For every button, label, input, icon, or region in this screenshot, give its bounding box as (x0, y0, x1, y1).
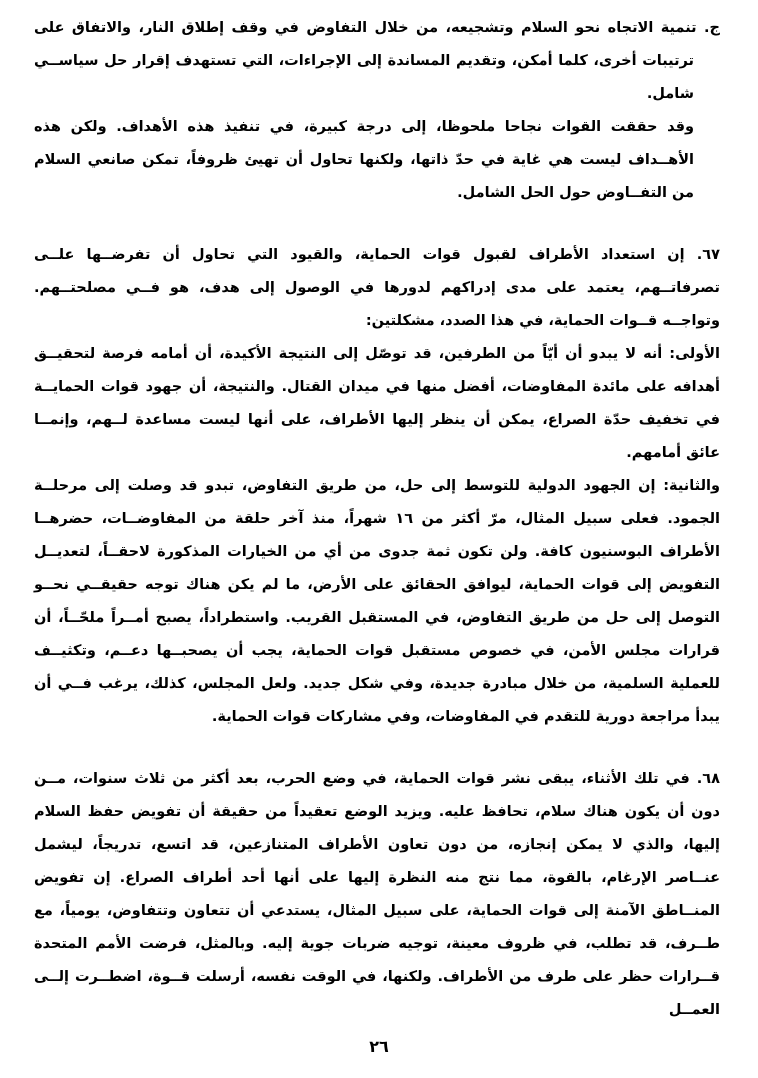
sub-paragraph-first-text: الأولى: أنه لا يبدو أن أيّاً من الطرفين، قد توصّل إلى النتيجة الأكيدة، أن أمامه فرصة لتحقيــق أهدافه على مائدة المفاوضات، أفضل منها في ميدان القتال. والنتيجة، أن جهود قوات الحمايــة في تخفيف حدّة الصراع، يمكن أن ينظر إليها الأطراف، على أنها ليست مساعدة لــهم، وإنمــا عائق أمامهم. (34, 346, 720, 461)
list-item-jeem (34, 12, 720, 111)
numbered-paragraph-68-text: في تلك الأثناء، يبقى نشر قوات الحماية، في وضع الحرب، بعد أكثر من ثلاث سنوات، مــن دون أن يكون هناك سلام، تحافظ عليه. ويزيد الوضع تعقيداً من حقيقة أن تفويض حفظ السلام إليها، والذي لا يمكن إنجازه، من دون تعاون الأطراف المتنازعين، قد اتسع، تدريجاً، ليشمل عنــاصر الإرغام، بالقوة، مما نتج منه النظرة إليها على أنها أحد أطراف الصراع. إن تفويض المنــاطق الآمنة إلى قوات الحماية، على سبيل المثال، يستدعي أن تتعاون وتتفاوض، يومياً، مع طــرف، قد تطلب، في ظروف معينة، توجيه ضربات جوية إليه. وبالمثل، فرضت الأمم المتحدة قــرارات حظر على طرف من الأطراف. ولكنها، في الوقت نفسه، أرسلت قــوة، اضطــرت إلــى العمــل (34, 771, 720, 1018)
numbered-paragraph-68-marker: ٦٨. (696, 771, 720, 787)
commentary-paragraph (34, 111, 694, 210)
sub-paragraph-first (34, 338, 720, 470)
numbered-paragraph-67 (34, 239, 720, 338)
list-item-jeem-marker: ج. (704, 20, 720, 36)
numbered-paragraph-67-marker: ٦٧. (696, 247, 720, 263)
sub-paragraph-second (34, 470, 720, 734)
page-text-block (34, 12, 720, 1027)
list-item-jeem-text: تنمية الاتجاه نحو السلام وتشجيعه، من خلال التفاوض في وقف إطلاق النار، والاتفاق على ترتيبات أخرى، كلما أمكن، وتقديم المساندة إلى الإجراءات، التي تستهدف إقرار حل سياســي شامل. (34, 20, 697, 102)
numbered-paragraph-68 (34, 763, 720, 1027)
commentary-paragraph-text: وقد حققت القوات نجاحا ملحوظا، إلى درجة كبيرة، في تنفيذ هذه الأهداف. ولكن هذه الأهــداف ليست هي غاية في حدّ ذاتها، ولكنها تحاول أن تهيئ ظروفاً، تمكن صانعي السلام من التفــاوض حول الحل الشامل. (34, 119, 694, 201)
sub-paragraph-second-text: والثانية: إن الجهود الدولية للتوسط إلى حل، من طريق التفاوض، تبدو قد وصلت إلى مرحلــة الجمود. فعلى سبيل المثال، مرّ أكثر من ١٦ شهراً، منذ آخر حلقة من المفاوضــات، حضرهــا الأطراف البوسنيون كافة. ولن تكون ثمة جدوى من أي من الخيارات المذكورة لاحقــاً، لتعديــل التفويض إلى قوات الحماية، ليوافق الحقائق على الأرض، ما لم يكن هناك توجه حقيقــي نحــو التوصل إلى حل من طريق التفاوض، في المستقبل القريب. واستطراداً، يصبح أمــراً ملحّــاً، أن قرارات مجلس الأمن، في خصوص مستقبل قوات الحماية، يجب أن يصحبــها دعــم، وتكثيــف للعملية السلمية، من خلال مبادرة جديدة، وفي شكل جديد. ولعل المجلس، كذلك، يرغب فــي أن يبدأ مراجعة دورية للتقدم في المفاوضات، وفي مشاركات قوات الحماية. (34, 478, 720, 725)
page-number: ٢٦ (369, 1037, 389, 1056)
numbered-paragraph-67-text: إن استعداد الأطراف لقبول قوات الحماية، والقيود التي تحاول أن تفرضــها علــى تصرفاتــهم، يعتمد على مدى إدراكهم لدورها في الوصول إلى هدف، هو فــي مصلحتــهم. وتواجــه قــوات الحماية، في هذا الصدد، مشكلتين: (34, 247, 720, 329)
